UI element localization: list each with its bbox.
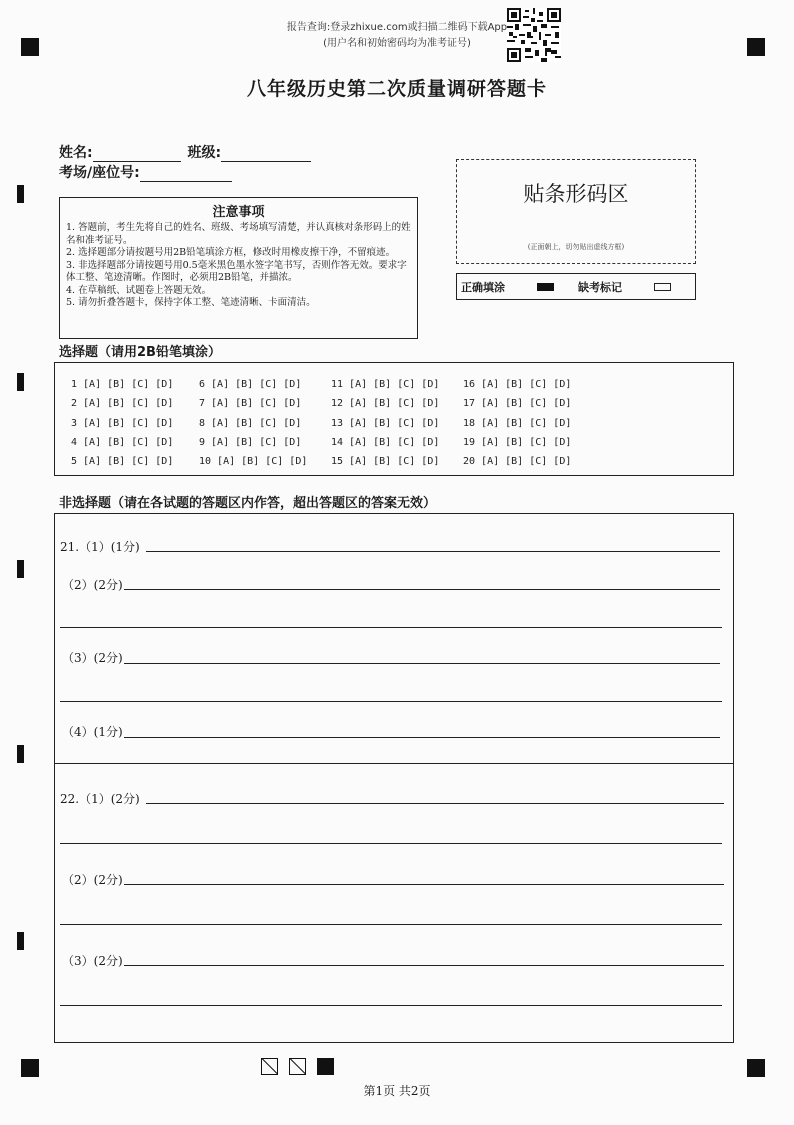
name-blank[interactable]: [93, 148, 181, 162]
q21-part1-label: 21.（1）(1分): [60, 540, 140, 554]
notice-item: 2. 选择题部分请按题号用2B铅笔填涂方框，修改时用橡皮擦干净，不留痕迹。: [66, 247, 396, 258]
seat-label: 考场/座位号:: [59, 165, 140, 181]
timing-mark: [17, 745, 24, 763]
answer-line[interactable]: [146, 803, 724, 804]
class-blank[interactable]: [221, 148, 311, 162]
barcode-title: 贴条形码区: [523, 182, 629, 206]
answer-line[interactable]: [124, 737, 720, 738]
credentials-note: (用户名和初始密码均为准考证号): [323, 38, 471, 49]
absent-mark-label: 缺考标记: [578, 280, 622, 294]
answer-line[interactable]: [124, 663, 720, 664]
timing-mark: [17, 932, 24, 950]
question-divider: [54, 763, 734, 764]
timing-mark: [17, 373, 24, 391]
notice-title: 注意事项: [212, 205, 265, 220]
notice-item: 4. 在草稿纸、试题卷上答题无效。: [66, 284, 212, 296]
correct-fill-label: 正确填涂: [461, 280, 505, 294]
q22-part3-label: （3）(2分): [62, 954, 123, 968]
q21-part3-label: （3）(2分): [62, 651, 123, 665]
nonchoice-section-title: 非选择题（请在各试题的答题区内作答，超出答题区的答案无效）: [59, 496, 437, 511]
notice-item: 3. 非选择题部分请按题号用0.5毫米黑色墨水签字笔书写，否则作答无效。要求字体工整、笔迹清晰。作图时，必须用2B铅笔，并描浓。: [66, 259, 407, 283]
timing-mark: [17, 185, 24, 203]
absent-mark-box[interactable]: [654, 283, 671, 291]
answer-line[interactable]: [60, 843, 722, 844]
answer-line[interactable]: [124, 965, 724, 966]
notice-box: [59, 197, 418, 339]
answer-line[interactable]: [60, 627, 722, 628]
answer-line[interactable]: [124, 589, 720, 590]
correct-fill-sample: [537, 283, 554, 291]
page-title: 八年级历史第二次质量调研答题卡: [246, 78, 547, 100]
nonchoice-answer-box: [54, 513, 734, 1043]
qr-code: [507, 8, 561, 62]
q22-part1-label: 22.（1）(2分): [60, 792, 140, 806]
seat-number-field[interactable]: [59, 162, 232, 182]
choice-answer-box: [54, 362, 734, 476]
notice-item: 5. 请勿折叠答题卡，保持字体工整、笔迹清晰、卡面清洁。: [66, 297, 316, 308]
page-id-box-mark: [289, 1058, 306, 1075]
page-id-filled-mark: [317, 1058, 334, 1075]
answer-line[interactable]: [60, 701, 722, 702]
barcode-note: (正面朝上，切勿贴出虚线方框): [527, 243, 625, 251]
answer-line[interactable]: [146, 551, 720, 552]
report-query-header: [0, 20, 794, 52]
answer-line[interactable]: [124, 884, 724, 885]
notice-items: [66, 222, 411, 310]
registration-mark-bottom-right: [747, 1059, 765, 1077]
q21-part4-label: （4）(1分): [62, 725, 123, 739]
barcode-area: [456, 159, 696, 264]
answer-line[interactable]: [60, 924, 722, 925]
q21-part2-label: （2）(2分): [62, 578, 123, 592]
choice-column[interactable]: 16 [A] [B] [C] [D] 17 [A] [B] [C] [D] 18 [A] [B] [C] [D] 19 [A] [B] [C] [D] 20 [A] [B] [C] [D]: [463, 379, 572, 468]
page-number: 第1页 共2页: [363, 1084, 431, 1098]
registration-mark-bottom-left: [21, 1059, 39, 1077]
class-label: 班级:: [187, 145, 222, 161]
student-name-field[interactable]: [59, 142, 311, 162]
fill-legend: [456, 273, 696, 300]
timing-mark: [17, 560, 24, 578]
notice-item: 1. 答题前，考生先将自己的姓名、班级、考场填写清楚，并认真核对条形码上的姓名和准考证号。: [66, 222, 411, 246]
choice-section-title: 选择题（请用2B铅笔填涂）: [59, 345, 221, 360]
choice-column[interactable]: 6 [A] [B] [C] [D] 7 [A] [B] [C] [D] 8 [A] [B] [C] [D] 9 [A] [B] [C] [D] 10 [A] [B] [C] [D]: [199, 379, 308, 468]
seat-blank[interactable]: [140, 168, 232, 182]
q22-part2-label: （2）(2分): [62, 873, 123, 887]
choice-column[interactable]: 1 [A] [B] [C] [D] 2 [A] [B] [C] [D] 3 [A] [B] [C] [D] 4 [A] [B] [C] [D] 5 [A] [B] [C] [D]: [71, 379, 174, 468]
name-label: 姓名:: [59, 145, 93, 161]
report-query-line: 报告查询:登录zhixue.com或扫描二维码下载App: [286, 22, 508, 33]
choice-column[interactable]: 11 [A] [B] [C] [D] 12 [A] [B] [C] [D] 13 [A] [B] [C] [D] 14 [A] [B] [C] [D] 15 [A] [B] [C] [D]: [331, 379, 440, 468]
page-id-box-mark: [261, 1058, 278, 1075]
answer-line[interactable]: [60, 1005, 722, 1006]
